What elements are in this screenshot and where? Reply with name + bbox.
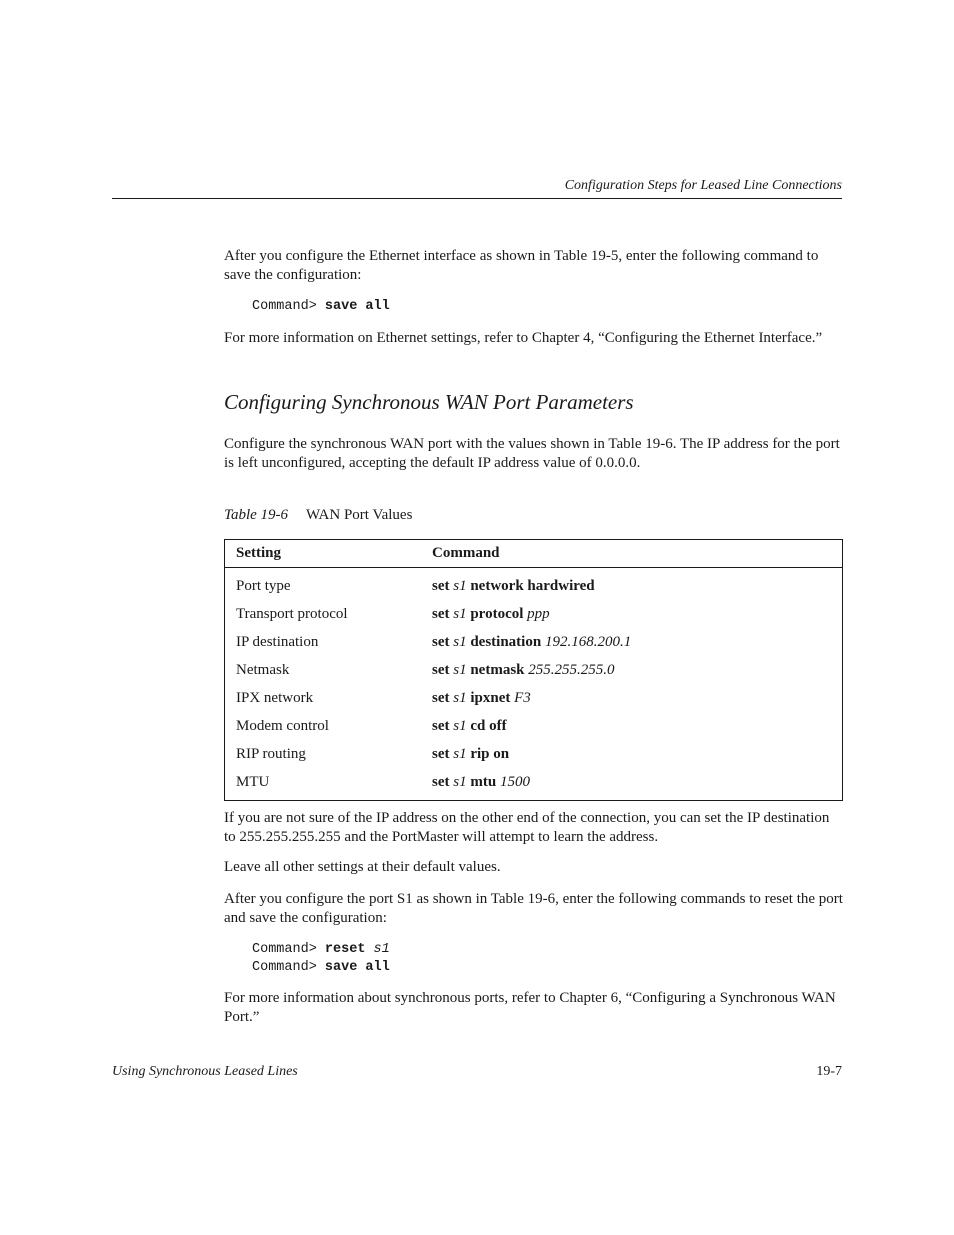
header-command: Command xyxy=(421,540,843,568)
paragraph-ethernet-reference: For more information on Ethernet settings, refer to Chapter 4, “Configuring the Ethernet Interface.” xyxy=(224,330,823,346)
table-row xyxy=(225,768,843,801)
command-value: 255.255.255.0 xyxy=(528,661,615,678)
table-row xyxy=(225,628,843,656)
table-row xyxy=(225,568,843,601)
command-cell xyxy=(421,600,843,628)
command-cell xyxy=(421,740,843,768)
setting-cell: MTU xyxy=(236,773,270,790)
header-rule xyxy=(112,198,842,199)
command-cell xyxy=(421,628,843,656)
command-keyword: destination xyxy=(470,633,542,650)
command-port: s1 xyxy=(453,633,467,650)
command-port: s1 xyxy=(453,717,467,734)
command-keyword: protocol xyxy=(470,605,524,622)
table-caption xyxy=(224,507,412,524)
code-command: save all xyxy=(324,299,390,314)
command-port: s1 xyxy=(453,577,467,594)
command-keyword: mtu xyxy=(470,773,497,790)
paragraph-reset-port: After you configure the port S1 as shown in Table 19-6, enter the following commands to reset the port and save the configuration: xyxy=(224,891,843,926)
command-cell xyxy=(421,684,843,712)
command-port: s1 xyxy=(453,745,467,762)
page-number: 19-7 xyxy=(816,1064,842,1079)
running-header: Configuration Steps for Leased Line Connections xyxy=(564,178,842,193)
command-cell xyxy=(421,768,843,801)
section-title: Configuring Synchronous WAN Port Parameters xyxy=(224,390,634,414)
setting-cell: RIP routing xyxy=(236,745,306,762)
setting-cell: IPX network xyxy=(236,689,314,706)
code-argument: s1 xyxy=(373,942,390,957)
setting-cell: Transport protocol xyxy=(236,605,348,622)
paragraph-configure-wan: Configure the synchronous WAN port with the values shown in Table 19-6. The IP address for the port is left unconfigured, accepting the default IP address value of 0.0.0.0. xyxy=(224,436,840,471)
header-setting: Setting xyxy=(225,540,422,568)
setting-cell: IP destination xyxy=(236,633,319,650)
command-verb: set xyxy=(432,661,450,678)
command-cell xyxy=(421,656,843,684)
command-verb: set xyxy=(432,745,450,762)
code-prompt: Command> xyxy=(252,942,317,957)
table-row xyxy=(225,656,843,684)
command-keyword: netmask xyxy=(470,661,525,678)
command-value: F3 xyxy=(514,689,531,706)
wan-port-values-table xyxy=(224,539,843,801)
paragraph-ip-destination-note: If you are not sure of the IP address on the other end of the connection, you can set the IP destination to 255.255.255.255 and the PortMaster will attempt to learn the address. xyxy=(224,810,830,845)
command-keyword: rip on xyxy=(470,745,510,762)
table-row xyxy=(225,600,843,628)
command-verb: set xyxy=(432,689,450,706)
paragraph-sync-port-reference: For more information about synchronous ports, refer to Chapter 6, “Configuring a Synchronous WAN Port.” xyxy=(224,990,836,1025)
command-keyword: network hardwired xyxy=(470,577,595,594)
command-keyword: cd off xyxy=(470,717,507,734)
command-value: 1500 xyxy=(499,773,530,790)
command-port: s1 xyxy=(453,689,467,706)
table-row xyxy=(225,740,843,768)
paragraph-save-ethernet: After you configure the Ethernet interface as shown in Table 19-5, enter the following command to save the configuration: xyxy=(224,248,819,283)
command-cell xyxy=(421,712,843,740)
command-port: s1 xyxy=(453,773,467,790)
code-block-save xyxy=(252,298,390,316)
code-block-reset-save xyxy=(252,941,390,977)
command-verb: set xyxy=(432,773,450,790)
code-command: save all xyxy=(324,960,390,975)
command-port: s1 xyxy=(453,661,467,678)
table-row xyxy=(225,684,843,712)
command-cell xyxy=(421,568,843,601)
command-verb: set xyxy=(432,717,450,734)
command-verb: set xyxy=(432,605,450,622)
setting-cell: Netmask xyxy=(236,661,290,678)
command-verb: set xyxy=(432,577,450,594)
command-keyword: ipxnet xyxy=(470,689,511,706)
command-value: ppp xyxy=(527,605,550,622)
command-verb: set xyxy=(432,633,450,650)
table-caption-title: WAN Port Values xyxy=(306,507,413,523)
code-command: reset xyxy=(324,942,366,957)
code-prompt: Command> xyxy=(252,299,317,314)
command-port: s1 xyxy=(453,605,467,622)
table-caption-label: Table 19-6 xyxy=(224,507,289,523)
running-footer: Using Synchronous Leased Lines xyxy=(112,1064,298,1079)
command-value: 192.168.200.1 xyxy=(544,633,632,650)
table-header-row xyxy=(225,540,843,568)
table-row xyxy=(225,712,843,740)
paragraph-default-values: Leave all other settings at their default values. xyxy=(224,859,501,875)
setting-cell: Port type xyxy=(236,577,291,594)
setting-cell: Modem control xyxy=(236,717,329,734)
code-prompt: Command> xyxy=(252,960,317,975)
